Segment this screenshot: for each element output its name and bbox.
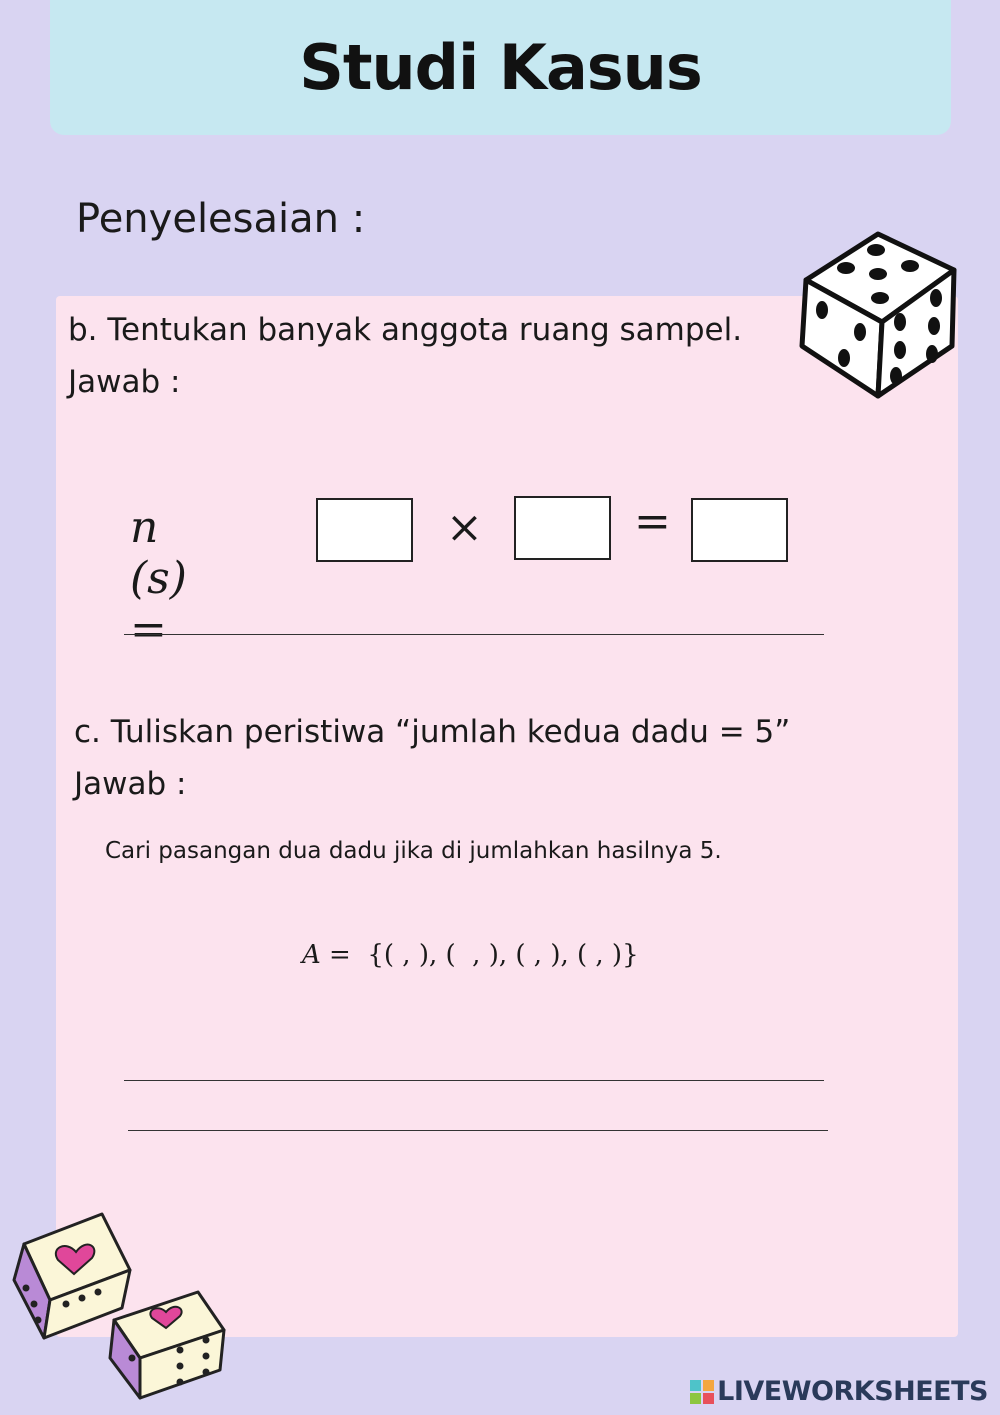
title-banner	[50, 0, 951, 135]
liveworksheets-brand[interactable]	[689, 1376, 988, 1407]
set-members: = {( , ), ( , ), ( , ), ( , )}	[320, 940, 639, 970]
answer-box-result[interactable]	[691, 498, 788, 562]
question-c-answer-label: Jawab :	[74, 766, 187, 802]
question-b-answer-label: Jawab :	[68, 364, 181, 400]
worksheet-card	[56, 296, 958, 1337]
dice-icon	[796, 228, 962, 404]
event-set-expression	[302, 940, 639, 970]
equals-symbol: =	[634, 496, 671, 547]
question-c-hint: Cari pasangan dua dadu jika di jumlahkan hasilnya 5.	[105, 838, 722, 864]
answer-line-b[interactable]	[124, 634, 824, 635]
page-title: Studi Kasus	[299, 31, 702, 104]
answer-line-c2[interactable]	[128, 1130, 828, 1131]
set-variable: A	[302, 940, 321, 970]
question-c-prompt: c. Tuliskan peristiwa “jumlah kedua dadu = 5”	[74, 714, 791, 750]
times-symbol: ×	[446, 502, 483, 553]
brand-label: LIVEWORKSHEETS	[717, 1376, 988, 1407]
liveworksheets-logo-icon	[689, 1379, 715, 1405]
equation-lhs: n (s) =	[130, 502, 187, 655]
heart-dice-icon	[10, 1208, 230, 1403]
question-b-prompt: b. Tentukan banyak anggota ruang sampel.	[68, 312, 743, 348]
section-label: Penyelesaian :	[76, 196, 366, 242]
answer-box-second-die[interactable]	[514, 496, 611, 560]
answer-line-c1[interactable]	[124, 1080, 824, 1081]
answer-box-first-die[interactable]	[316, 498, 413, 562]
